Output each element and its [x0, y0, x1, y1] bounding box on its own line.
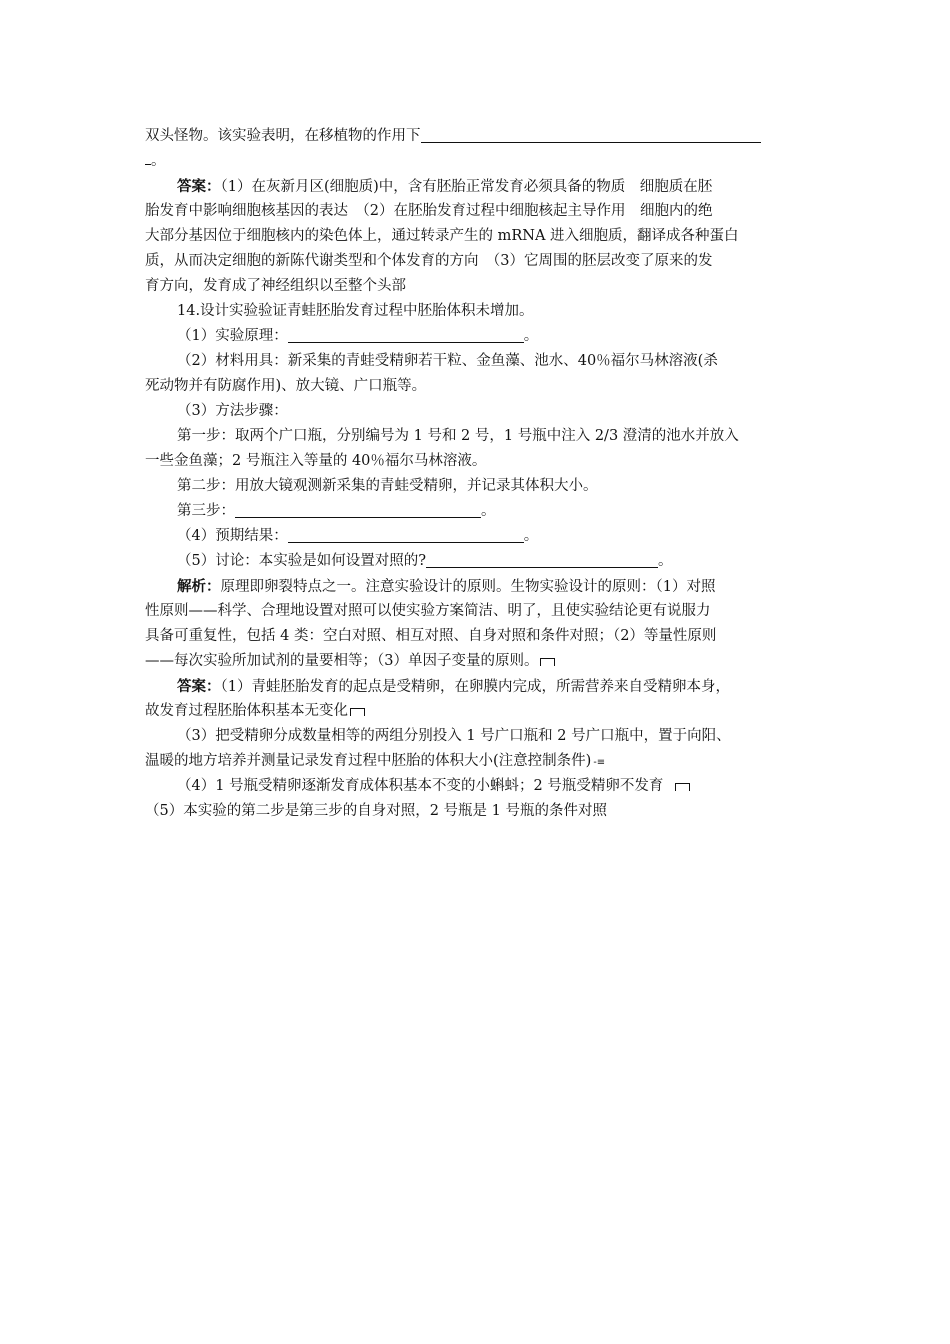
text: （4）预期结果： [177, 528, 288, 544]
text-line [145, 524, 811, 549]
text-line [145, 249, 811, 274]
text: 。 [481, 503, 496, 519]
text: 。 [523, 328, 539, 344]
text-line [145, 599, 811, 624]
text: 第二步：用放大镜观测新采集的青蛙受精卵，并记录其体积大小。 [177, 478, 598, 494]
text: （3）把受精卵分成数量相等的两组分别投入 1 号广口瓶和 2 号广口瓶中，置于向阳、 [177, 728, 731, 744]
text: （1）青蛙胚胎发育的起点是受精卵，在卵膜内完成，所需营养来自受精卵本身， [220, 679, 730, 695]
text-line [145, 224, 811, 249]
text-line [145, 624, 811, 649]
text: 14.设计实验验证青蛙胚胎发育过程中胚胎体积未增加。 [177, 303, 534, 319]
text-line [145, 199, 811, 224]
text-line [145, 774, 811, 799]
text-line [145, 274, 811, 299]
text: 大部分基因位于细胞核内的染色体上，通过转录产生的 mRNA 进入细胞质，翻译成各种蛋白 [145, 228, 739, 244]
text-line [145, 349, 811, 374]
text: 原理即卵裂特点之一。注意实验设计的原则。生物实验设计的原则：（1）对照 [220, 579, 716, 595]
text: 性原则——科学、合理地设置对照可以使实验方案简洁、明了，且使实验结论更有说服力 [145, 603, 711, 619]
text-line [145, 499, 811, 524]
text-line [145, 799, 811, 824]
text-line [145, 449, 811, 474]
text: （4）1 号瓶受精卵逐渐发育成体积基本不变的小蝌蚪；2 号瓶受精卵不发育 [177, 778, 664, 794]
format-mark [350, 708, 365, 716]
text: （1）实验原理： [177, 328, 288, 344]
format-mark [675, 783, 690, 791]
text-line [145, 399, 811, 424]
text-line [145, 424, 811, 449]
format-mark: -≡ [593, 757, 606, 768]
text-line [145, 474, 811, 499]
text: 双头怪物。该实验表明，在移植物的作用下 [145, 128, 421, 144]
text-line [145, 324, 811, 349]
analysis-line [145, 574, 811, 599]
answer-label: 答案： [177, 178, 221, 195]
text: （5）本实验的第二步是第三步的自身对照，2 号瓶是 1 号瓶的条件对照 [145, 803, 608, 819]
text-line [145, 724, 811, 749]
text-line [145, 149, 811, 174]
answer-label: 答案： [177, 678, 221, 695]
text-line [145, 749, 811, 774]
text: （2）材料用具：新采集的青蛙受精卵若干粒、金鱼藻、池水、40％福尔马林溶液(杀 [177, 353, 718, 369]
text: （5）讨论：本实验是如何设置对照的? [177, 553, 426, 569]
text: 第一步：取两个广口瓶，分别编号为 1 号和 2 号，1 号瓶中注入 2/3 澄清的池水并放入 [177, 428, 739, 444]
document-body [145, 124, 811, 824]
text-line [145, 699, 811, 724]
text: （1）在灰新月区(细胞质)中，含有胚胎正常发育必须具备的物质 细胞质在胚 [220, 179, 713, 195]
text-line [145, 374, 811, 399]
answer-blank [235, 500, 481, 518]
text: 胎发育中影响细胞核基因的表达 （2）在胚胎发育过程中细胞核起主导作用 细胞内的绝 [145, 203, 713, 219]
format-mark [540, 658, 555, 666]
question-title [145, 299, 811, 324]
text: 故发育过程胚胎体积基本无变化 [145, 703, 348, 719]
text: 第三步： [177, 503, 235, 519]
answer-blank [288, 525, 524, 543]
analysis-label: 解析： [177, 578, 221, 595]
text-line [145, 549, 811, 574]
answer-line [145, 674, 811, 699]
answer-blank [421, 125, 761, 143]
text: 。 [523, 528, 539, 544]
text: （3）方法步骤： [177, 403, 288, 419]
text: 温暖的地方培养并测量记录发育过程中胚胎的体积大小(注意控制条件) [145, 753, 592, 769]
text: 一些金鱼藻；2 号瓶注入等量的 40％福尔马林溶液。 [145, 453, 487, 469]
text: 具备可重复性，包括 4 类：空白对照、相互对照、自身对照和条件对照；（2）等量性原则 [145, 628, 717, 644]
text: 。 [658, 553, 673, 569]
answer-line [145, 174, 811, 199]
text: 死动物并有防腐作用)、放大镜、广口瓶等。 [145, 378, 427, 394]
text-line [145, 649, 811, 674]
text: 育方向，发育成了神经组织以至整个头部 [145, 278, 406, 294]
text: ——每次实验所加试剂的量要相等；（3）单因子变量的原则。 [145, 653, 539, 669]
text: 质，从而决定细胞的新陈代谢类型和个体发育的方向 （3）它周围的胚层改变了原来的发 [145, 253, 713, 269]
answer-blank [288, 325, 524, 343]
text: 。 [151, 153, 166, 169]
answer-blank [426, 550, 658, 568]
text-line [145, 124, 811, 149]
